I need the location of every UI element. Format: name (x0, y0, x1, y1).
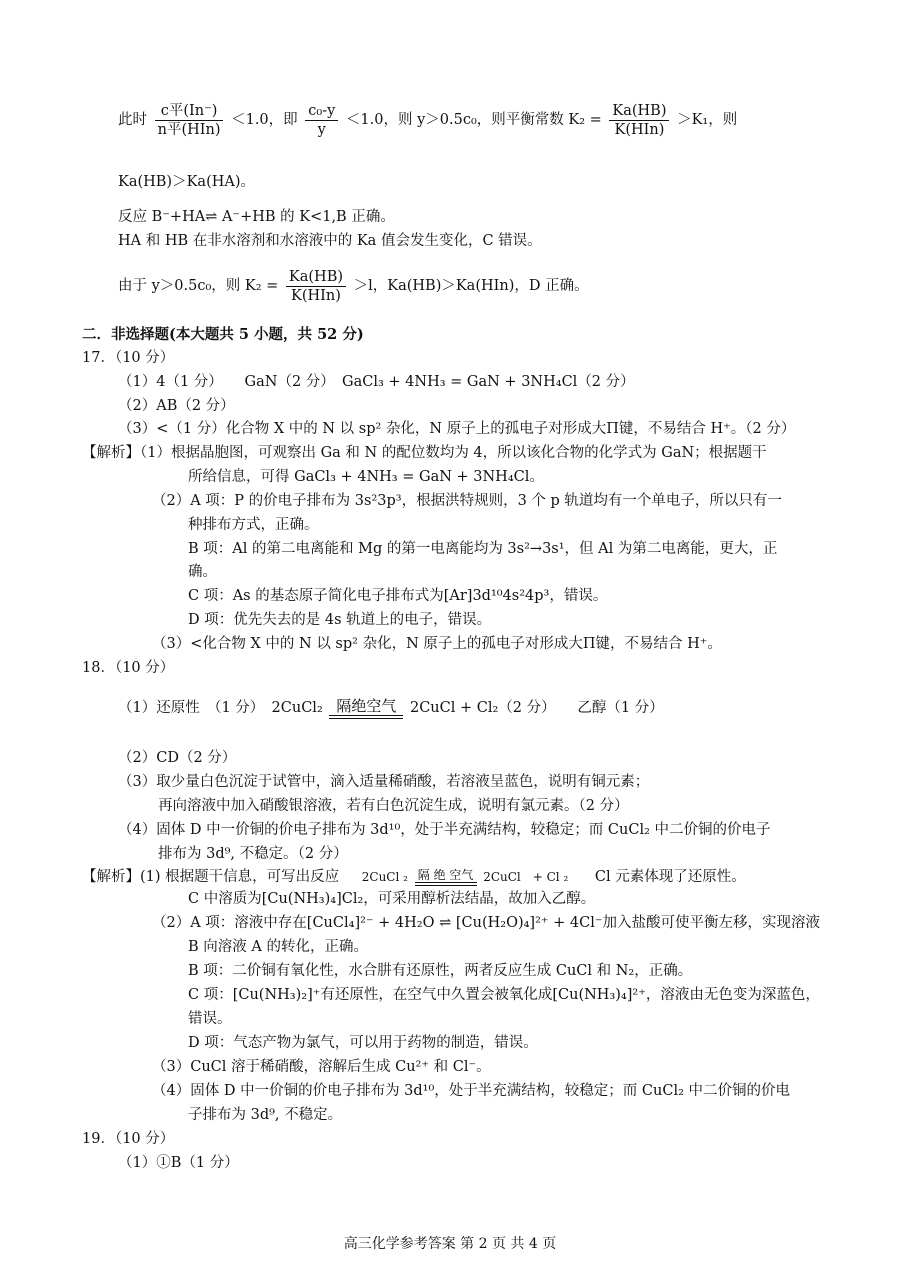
fraction-k2 (286, 268, 346, 305)
section-heading: 二．非选择题(本大题共 5 小题，共 52 分) (82, 326, 364, 343)
q18-explain-2c2: 错误。 (188, 1011, 232, 1027)
q17-explain-2d: D 项：优先失去的是 4s 轨道上的电子，错误。 (188, 612, 492, 628)
q17-answer-2: （2）AB（2 分） (118, 398, 235, 414)
equals-arrow (329, 715, 403, 719)
text-segment: 【解析】(1) 根据题干信息，可写出反应 (82, 869, 340, 885)
q18-explain-2d: D 项：气态产物为氯气，可以用于药物的制造，错误。 (188, 1035, 538, 1051)
fraction-denominator: K(HIn) (291, 287, 341, 304)
line-option-c: HA 和 HB 在非水溶剂和水溶液中的 Ka 值会发生变化，C 错误。 (118, 233, 542, 249)
fraction-numerator: Ka(HB) (286, 268, 346, 287)
q17-explain-2c: C 项：As 的基态原子简化电子排布式为[Ar]3d¹⁰4s²4p³，错误。 (188, 588, 608, 604)
condition-label: 隔绝空气 (336, 697, 397, 715)
q18-answer-2: （2）CD（2 分） (118, 750, 237, 766)
q17-explain-3: （3）<化合物 X 中的 N 以 sp² 杂化，N 原子上的孤电子对形成大Π键，不易结合 H⁺。 (152, 636, 722, 652)
text-segment: 由于 y＞0.5c₀，则 K₂ = (118, 278, 279, 294)
q17-explain-1: 【解析】（1）根据晶胞图，可观察出 Ga 和 N 的配位数均为 4，所以该化合物的化学式为 GaN；根据题干 (82, 445, 767, 461)
equals-arrow (415, 882, 477, 886)
text-segment: 2CuCl + Cl₂（2 分） 乙醇（1 分） (409, 700, 664, 716)
fraction-numerator: Ka(HB) (609, 102, 669, 121)
text-segment: 此时 (118, 112, 147, 128)
text-segment: （1）还原性 （1 分） 2CuCl₂ (118, 700, 323, 716)
fraction-c0-y (305, 102, 338, 139)
text-segment: ＞K₁，则 (677, 112, 738, 128)
fraction-denominator: y (317, 121, 326, 138)
q17-explain-2b2: 确。 (188, 564, 217, 580)
q18-explain-4: （4）固体 D 中一价铜的价电子排布为 3d¹⁰，处于半充满结构，较稳定；而 CuCl₂ 中二价铜的价电 (152, 1083, 791, 1099)
q18-explain-2b: B 项：二价铜有氧化性，水合肼有还原性，两者反应生成 CuCl 和 N₂，正确。 (188, 963, 693, 979)
reactant: 2CuCl ₂ (361, 870, 408, 884)
q18-answer-4: （4）固体 D 中一价铜的价电子排布为 3d¹⁰，处于半充满结构，较稳定；而 CuCl₂ 中二价铜的价电子 (118, 822, 771, 838)
q18-answer-3: （3）取少量白色沉淀于试管中，滴入适量稀硝酸，若溶液呈蓝色，说明有铜元素； (118, 774, 650, 790)
reaction-condition-arrow (415, 868, 477, 886)
fraction-ka-hb (609, 102, 669, 139)
q18-explain-2a: （2）A 项：溶液中存在[CuCl₄]²⁻ + 4H₂O ⇌ [Cu(H₂O)₄]²⁺ + 4Cl⁻加入盐酸可使平衡左移，实现溶液 (152, 915, 821, 931)
q17-answer-3: （3）<（1 分）化合物 X 中的 N 以 sp² 杂化，N 原子上的孤电子对形成大Π键，不易结合 H⁺。（2 分） (118, 421, 796, 437)
line-ka-compare: Ka(HB)＞Ka(HA)。 (118, 174, 255, 190)
q18-explain-1b: C 中溶质为[Cu(NH₃)₄]Cl₂，可采用醇析法结晶，故加入乙醇。 (188, 891, 596, 907)
fraction-denominator: K(HIn) (614, 121, 665, 138)
q17-explain-1b: 所给信息，可得 GaCl₃ + 4NH₃ = GaN + 3NH₄Cl。 (188, 469, 544, 485)
q17-explain-2b: B 项：Al 的第二电离能和 Mg 的第一电离能均为 3s²→3s¹，但 Al 为第二电离能，更大，正 (188, 541, 778, 557)
fraction-numerator: c₀-y (305, 102, 338, 121)
fraction-numerator: c平(In⁻) (155, 102, 224, 121)
q18-explain-2c: C 项：[Cu(NH₃)₂]⁺有还原性，在空气中久置会被氧化成[Cu(NH₃)₄]²⁺，溶液由无色变为深蓝色， (188, 987, 820, 1003)
fraction-c-over-n (155, 102, 224, 139)
line-equilibrium-1 (118, 96, 737, 144)
line-option-d (118, 262, 589, 310)
text-segment: ＜1.0，即 (231, 112, 298, 128)
q18-explain-1 (82, 862, 746, 892)
q17-explain-2a2: 种排布方式，正确。 (188, 517, 319, 533)
text-segment: ＜1.0，则 y＞0.5c₀，则平衡常数 K₂ = (345, 112, 602, 128)
reaction-condition-arrow (329, 697, 403, 719)
line-reaction-b: 反应 B⁻+HA⇌ A⁻+HB 的 K<1,B 正确。 (118, 209, 395, 225)
q18-answer-1 (118, 688, 664, 728)
q18-answer-4b: 排布为 3d⁹, 不稳定。（2 分） (158, 846, 348, 862)
products: 2CuCl + Cl ₂ (483, 870, 569, 884)
q17-explain-2a: （2）A 项：P 的价电子排布为 3s²3p³，根据洪特规则，3 个 p 轨道均有一个单电子，所以只有一 (152, 493, 782, 509)
condition-label: 隔 绝 空气 (417, 868, 474, 882)
q18-answer-3b: 再向溶液中加入硝酸银溶液，若有白色沉淀生成，说明有氯元素。（2 分） (158, 798, 629, 814)
q18-explain-4b: 子排布为 3d⁹, 不稳定。 (188, 1107, 343, 1123)
text-segment: Cl 元素体现了还原性。 (594, 869, 746, 885)
page-footer: 高三化学参考答案 第 2 页 共 4 页 (343, 1236, 557, 1252)
fraction-denominator: n平(HIn) (157, 121, 221, 138)
q17-heading: 17．（10 分） (82, 350, 175, 366)
q19-answer-1: （1）①B（1 分） (118, 1155, 239, 1171)
text-segment: ＞l，Ka(HB)＞Ka(HIn)，D 正确。 (353, 278, 589, 294)
q18-explain-3: （3）CuCl 溶于稀硝酸，溶解后生成 Cu²⁺ 和 Cl⁻。 (152, 1059, 491, 1075)
q19-heading: 19．（10 分） (82, 1131, 175, 1147)
q18-explain-2a2: B 向溶液 A 的转化，正确。 (188, 939, 368, 955)
q17-answer-1: （1）4（1 分） GaN（2 分） GaCl₃ + 4NH₃ = GaN + 3NH₄Cl（2 分） (118, 374, 635, 390)
q18-heading: 18．（10 分） (82, 660, 175, 676)
